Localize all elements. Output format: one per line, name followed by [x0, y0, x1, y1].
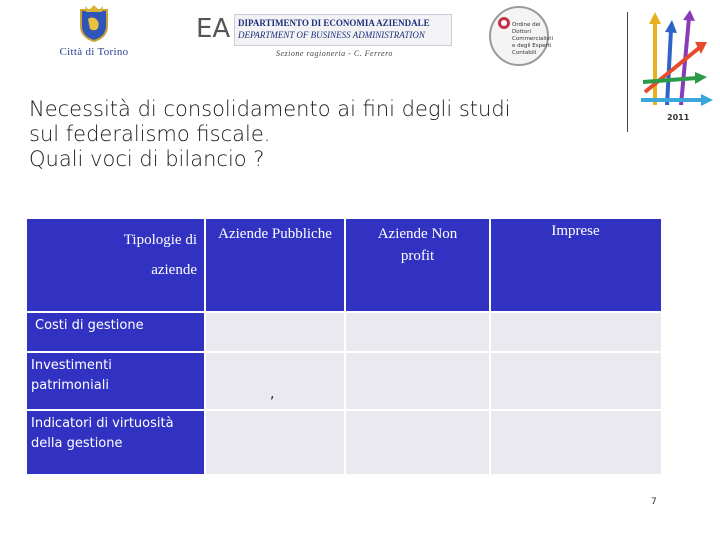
- page-number: 7: [651, 497, 657, 507]
- grid-line: [489, 219, 491, 474]
- odcec-text: Ordine dei Dottori Commercialisti e degli Esperti Contabili: [512, 22, 553, 56]
- ea-mark: EA: [196, 14, 231, 44]
- comparison-table: [27, 219, 661, 474]
- title-line-1: Necessità di consolidamento ai fini degli studi: [29, 97, 511, 121]
- row-label-cell-indicators: [27, 410, 205, 474]
- cell-investments-public: [205, 352, 345, 410]
- odcec-logo: [489, 6, 553, 68]
- row-label-investments: Investimenti patrimoniali: [31, 358, 112, 393]
- department-name-en: DEPARTMENT OF BUSINESS ADMINISTRATION: [238, 30, 425, 40]
- city-of-turin-logo: [44, 4, 144, 66]
- cell-investments-companies: [490, 352, 661, 410]
- row-label-cell-costs: [27, 312, 205, 352]
- city-logo-text: Città di Torino: [59, 46, 129, 58]
- grid-line: [27, 409, 661, 411]
- header-label-public: Aziende Pubbliche: [218, 226, 332, 242]
- header-label-type: Tipologie di aziende: [123, 232, 197, 278]
- department-name-it: DIPARTIMENTO DI ECONOMIA AZIENDALE: [238, 18, 430, 28]
- grid-line: [204, 219, 206, 474]
- title-line-3: Quali voci di bilancio ?: [29, 147, 265, 171]
- title-line-2: sul federalismo fiscale.: [29, 122, 271, 146]
- colored-arrows-icon: [637, 10, 717, 128]
- anniversary-year: 2011: [667, 113, 690, 122]
- header-label-companies: Imprese: [551, 223, 600, 239]
- anniversary-logo: [637, 10, 717, 128]
- header-cell-public: [205, 219, 345, 312]
- stray-mark: ,: [270, 386, 275, 402]
- header-divider: [627, 12, 628, 132]
- cell-indicators-public: [205, 410, 345, 474]
- grid-line: [27, 311, 661, 313]
- header-cell-type: [27, 219, 205, 312]
- row-label-indicators: Indicatori di virtuosità della gestione: [31, 416, 174, 451]
- row-label-cell-investments: [27, 352, 205, 410]
- header-cell-companies: [490, 219, 661, 312]
- cell-investments-nonprofit: [345, 352, 490, 410]
- grid-line: [344, 219, 346, 474]
- cell-indicators-nonprofit: [345, 410, 490, 474]
- department-section: Sezione ragioneria - C. Ferrero: [276, 49, 393, 58]
- grid-line: [27, 351, 661, 353]
- cell-costs-public: [205, 312, 345, 352]
- cell-costs-companies: [490, 312, 661, 352]
- odcec-emblem-icon: [497, 16, 511, 30]
- odcec-seal: [489, 6, 553, 66]
- department-logo: [196, 12, 456, 62]
- cell-costs-nonprofit: [345, 312, 490, 352]
- cell-indicators-companies: [490, 410, 661, 474]
- slide-title: [29, 97, 609, 172]
- turin-coat-of-arms-icon: [78, 4, 110, 42]
- row-label-costs: Costi di gestione: [35, 318, 144, 333]
- header-label-nonprofit: Aziende Non profit: [377, 226, 458, 264]
- header-cell-nonprofit: [345, 219, 490, 312]
